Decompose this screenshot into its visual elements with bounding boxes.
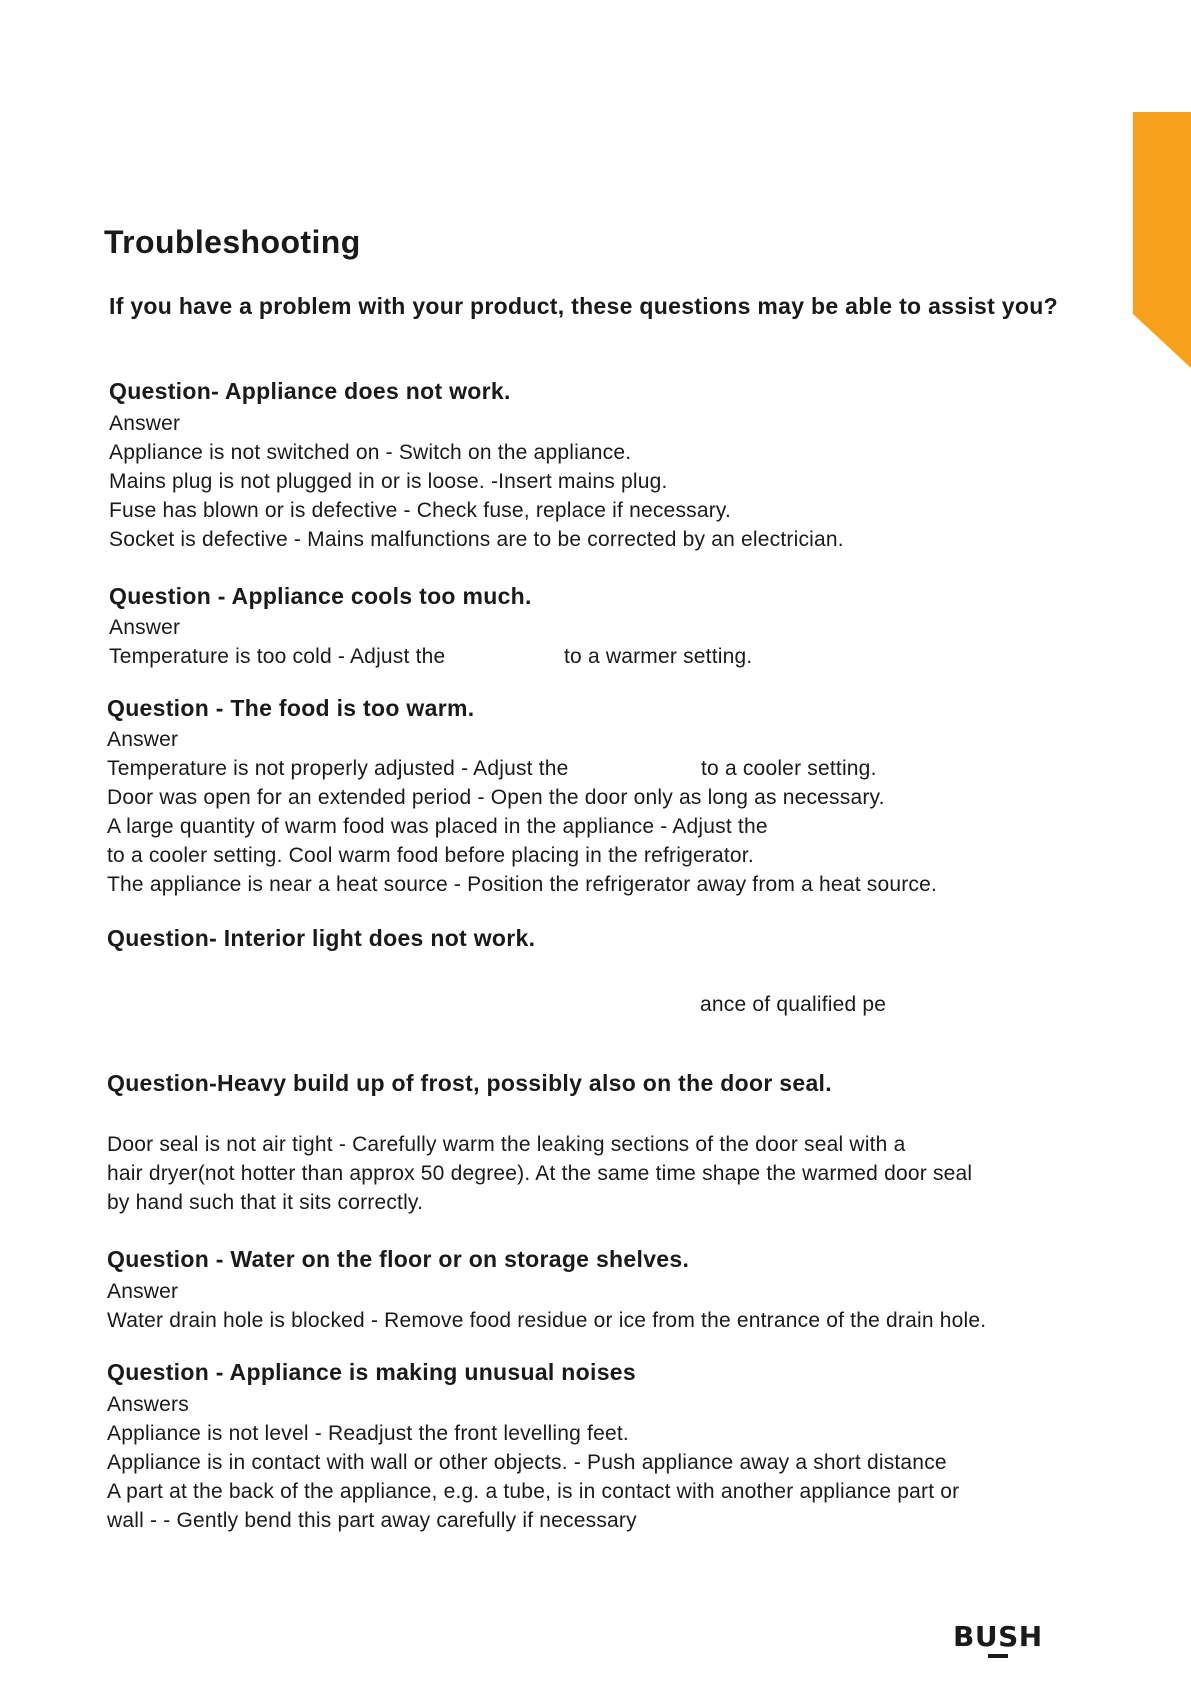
question-heading: Question- Appliance does not work.: [109, 378, 511, 404]
answer-label: Answer: [109, 412, 181, 435]
answer-line: Mains plug is not plugged in or is loose. -Insert mains plug.: [109, 470, 668, 493]
question-heading: Question- Interior light does not work.: [107, 925, 536, 951]
answer-line: A large quantity of warm food was placed in the appliance - Adjust the: [107, 815, 768, 838]
answer-line: hair dryer(not hotter than approx 50 degree). At the same time shape the warmed door seal: [107, 1162, 973, 1185]
question-heading: Question - Appliance is making unusual noises: [107, 1359, 636, 1385]
answer-label: Answer: [107, 1280, 179, 1303]
answer-line: by hand such that it sits correctly.: [107, 1191, 424, 1214]
answer-label: Answer: [107, 728, 179, 751]
answer-line-part: to a warmer setting.: [564, 645, 753, 668]
question-heading: Question - The food is too warm.: [107, 695, 475, 721]
logo-underline: [988, 1654, 1008, 1658]
answer-line: wall - - Gently bend this part away carefully if necessary: [107, 1509, 637, 1532]
question-heading: Question - Appliance cools too much.: [109, 583, 532, 609]
orange-corner-tab: [1133, 112, 1191, 368]
answer-line: The appliance is near a heat source - Position the refrigerator away from a heat source.: [107, 873, 938, 896]
answer-line-part: Temperature is too cold - Adjust the: [109, 645, 446, 668]
answer-line: Water drain hole is blocked - Remove food residue or ice from the entrance of the drain hole.: [107, 1309, 987, 1332]
intro-text: If you have a problem with your product, these questions may be able to assist you?: [109, 293, 1058, 319]
answer-line: Appliance is not level - Readjust the front levelling feet.: [107, 1422, 629, 1445]
answer-label: Answers: [107, 1393, 189, 1416]
answer-line: to a cooler setting. Cool warm food before placing in the refrigerator.: [107, 844, 754, 867]
question-heading: Question-Heavy build up of frost, possibly also on the door seal.: [107, 1070, 832, 1096]
answer-line: Appliance is not switched on - Switch on the appliance.: [109, 441, 632, 464]
page-title: Troubleshooting: [104, 224, 361, 260]
answer-line: Fuse has blown or is defective - Check fuse, replace if necessary.: [109, 499, 732, 522]
answer-line: Socket is defective - Mains malfunctions are to be corrected by an electrician.: [109, 528, 844, 551]
answer-line-part: Temperature is not properly adjusted - Adjust the: [107, 757, 569, 780]
answer-line: Door seal is not air tight - Carefully warm the leaking sections of the door seal with a: [107, 1133, 906, 1156]
answer-line-part: to a cooler setting.: [701, 757, 877, 780]
answer-line: A part at the back of the appliance, e.g. a tube, is in contact with another appliance part or: [107, 1480, 960, 1503]
answer-label: Answer: [109, 616, 181, 639]
answer-line: Door was open for an extended period - Open the door only as long as necessary.: [107, 786, 885, 809]
brand-logo: BUSH: [953, 1620, 1043, 1653]
answer-line: ance of qualified pe: [700, 993, 887, 1016]
question-heading: Question - Water on the floor or on storage shelves.: [107, 1246, 690, 1272]
answer-line: Appliance is in contact with wall or other objects. - Push appliance away a short distance: [107, 1451, 947, 1474]
